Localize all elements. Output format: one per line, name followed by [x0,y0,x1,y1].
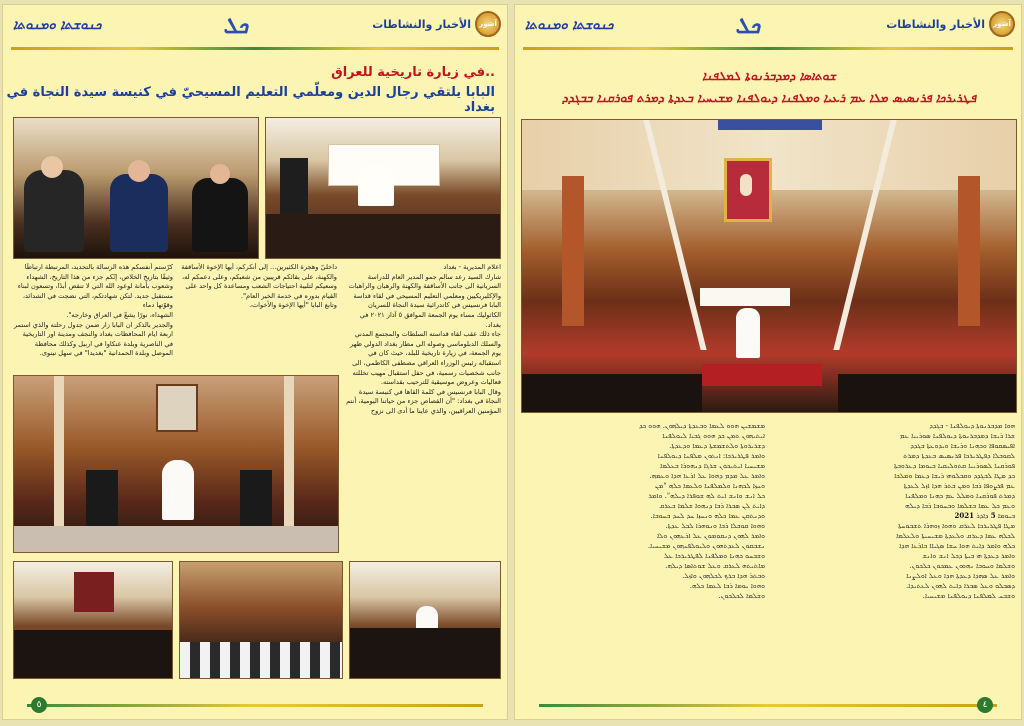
article-column-right: اعلام المديرية - بغداد شارك السيد رعد سالم جمو المدير العام للدراسة السريانية الى جانب الأساقفة والكهنة والرهبان والراهبات والإكليريكيين ومعلمي التعليم المسيحي في لقاء قداسة البابا فرنسيس في كاتدرائية سيدة النجاة للسريان الكاثوليك مساء يوم الجمعة الموافق ٥ آذار ٢٠٢١ في بغداد. جاء ذلك عقب لقاء قداسته السلطات والمجتمع المدني والسلك الدبلوماسي وصوله الى مطار بغداد الدولي ظهر يوم الجمعة، في زيارة تاريخية للبلد، حيث كان في استقباله رئيس الوزراء العراقي مصطفى الكاظمي، الى جانب شخصيات رسمية، في حفل استقبال مهيب تخللته فعاليات وعروض موسيقية للترحيب بقداسته. وقال البابا فرنسيس في كلمة القاها في كنيسة سيدة النجاة في بغداد: "أن القصاص جزء من حياتنا اليومية، أنتم المؤمنين العراقيين، والذي عاينا ما أدى الى نزوح [346,263,501,415]
page-footer [523,697,1013,713]
photo-cathedral-interior [521,119,1017,413]
date-day: 5 [990,511,996,520]
magazine-title: ܟܢܘܫܬܐ ܘܡܢܘܬܐ [525,18,614,33]
photo-clergy-group [13,561,173,679]
magazine-logo: ܟܠ [735,14,761,39]
article-column-middle: داخليّ وهجرة الكثيرين... إلى أنكركم، أيها الإخوة الأساقفة والكهنة، على بقائكم قريبين من شعبكم، وعلى دعمكم له، وسعيكم لتلبية احتياجات الشعب ومساعدة كل واحد على القيام بدوره في خدمة الخير العام". وتابع البابا "أيها الإخوة والأخوات، [181,263,337,310]
photo-officials-seated [13,117,259,259]
subheadline: ܦܛܪܝܪܟܐ ܦܪܢܣܝܣ ܡܠܐ ܥܡ ܪܥܝܐ ܘܡܠܦܢܐ ܕܝܘܠܦܢܐ ܡܫܝܚܝܐ ܒܥܕܬܐ ܕܡܪܬ ܦܘܪܩܢܐ ܒܒܓܕܕ [561,91,977,105]
date-year: 2021 [954,511,974,520]
article-column-left: كرّستم أنفسكم هذه الرسالة بالتحديد، المرتبطة ارتباطًا وثيقًا بتاريخ الخلاص، إنّكم جزء من هذا التاريخ، الشهداء وشعوب بأمانة لوعود الله التي لا تنقض أبدًا، وتسعون لبناء مستقبل جديد. لتكن شهادتكم، التي نضجت في الشدائد، وقوّتها دماء الشهداء، نورًا يشعّ في العراق وخارجه". والجدير بالذكر ان البابا زار ضمن جدول رحلته والذي استمر اربعة ايام المحافظات بغداد والنجف ومدينة اور التاريخية في الناصرية وبلدة عنكاوا في اربيل وكذلك محافظة الموصل وبلدة الحمدانية "بغديدا" في سهل نينوى. [13,263,173,358]
emblem-icon: آشور [989,11,1015,37]
page-header [515,5,1021,53]
headline: في زيارة تاريخية للعراق.. [331,65,495,80]
footer-divider [27,704,483,707]
subheadline: البابا يلتقي رجال الدين ومعلّمي التعليم المسيحيّ في كنيسة سيدة النجاة في بغداد [6,85,495,115]
section-title: الأخبار والنشاطات [372,18,471,31]
magazine-logo: ܟܠ [223,14,249,39]
headline: ܫܘܬܐܣܐ ܕܡܕܒܪܢܘܬܐ ܠܡܠܦܢܐ [702,69,836,83]
page-number: ٥ [31,697,47,713]
left-page [2,4,508,720]
right-page [514,4,1022,720]
photo-congregation [179,561,343,679]
header-divider [523,47,1013,50]
emblem-icon: آشور [475,11,501,37]
footer-divider [539,704,997,707]
page-header [3,5,507,53]
magazine-title: ܟܢܘܫܬܐ ܘܡܢܘܬܐ [13,18,102,33]
photo-pope-at-altar [265,117,501,259]
header-divider [11,47,499,50]
photo-pope-seated-sanctuary [13,375,339,553]
page-footer [11,697,499,713]
syriac-column-right: ܗܘܐ ܡܕܒܪܢܘܬܐ ܕܝܘܠܦܢܐ - ܒܓܕܕ ܫܪܐ ܪܝܫܐ ܕܡܕܒܪܢܘܬܐ ܕܝܘܠܦܢܐ ܣܘܪܝܝܐ ܥܡ ܐܦܝܣܩܘܦܐ ܘܟܗܢܐ ܘܪܝܫܐ ܘܝܕܘܥܬܐ ܒܓܕܕ ܠܩܘܒܠܐ ܕܦܛܪܝܪܟܐ ܦܪܢܣܝܣ ܒܥܕܬܐ ܕܡܪܬ ܦܘܪܩܢܐ ܠܣܘܪܝܝܐ ܩܬܘܠܝܩܝܐ ܒܝܘܡܐ ܕܥܪܘܒܬܐ ܟܕ ܡܛܐ ܠܒܓܕܕ ܘܩܒܠܘܗܝ ܪܝܫܐ ܕܥܡܐ ܘܡܠܟܐ ܥܡ ܦܪܨܘܦܐ ܪܒܐ ܘܡܢ ܒܬܪ ܗܕܐ ܐܙܠ ܠܥܕܬܐ ܕܡܪܬ ܦܘܪܩܢܐ ܘܡܠܠ ܥܡ ܟܗܢܐ ܘܡܠܦܢܐ ܘܥܡ ܟܠ ܥܡܐ ܒܫܠܡܐ ܘܒܚܘܒܐ ܪܒܐ ܕܝܠܗ ܒܝܘܡܐ 5 ܕܐܕܪ 2021 ܡܛܐ ܦܛܪܝܪܟܐ ܠܥܪܩ ܘܗܘܐ ܙܘܗܪܐ ܬܫܒܘܚܬܐ ܠܟܠܗ ܥܡܐ ܕܥܪܩ ܘܠܥܕܬܐ ܡܫܝܚܝܬܐ ܘܠܥܠܡܐ ܟܠܗ ܘܐܡܪ ܕܐܝܬ ܗܘܐ ܚܫܐ ܣܓܝܐܐ ܒܐܪܥܐ ܗܕܐ ܘܐܡܪ ܕܥܕܬܐ ܗܝ ܒܝܬܐ ܕܟܠ ܐܢܫ ܘܐܢܫ ܘܫܠܡܐ ܘܚܘܒܐ ܢܗܘܘܢ ܥܡܟܘܢ ܟܠܟܘܢ. ܘܐܡܪ ܥܠ ܣܗܕܐ ܕܥܕܬܐ ܗܕܐ ܘܥܠ ܐܘܠܨܢܐ ܕܣܒܠܘ ܘܥܠ ܣܒܪܐ ܕܐܝܬ ܠܗܘܢ ܠܥܬܝܕܐ. ܘܫܒܚ ܠܡܠܦܢܐ ܕܝܘܠܦܢܐ ܡܫܝܚܝܐ. [893,422,1015,600]
section-title: الأخبار والنشاطات [886,18,985,31]
page-number: ٤ [977,697,993,713]
photo-pope-with-clergy [349,561,501,679]
syriac-column-left: ܡܫܡܫܝܢ ܗܘܘ ܠܥܡܐ ܘܒܥܕܬܐ ܕܝܠܗܘܢ. ܗܘܘ ܟܕ ܐܝܬܝܗܘܢ ܬܡܢ ܟܕ ܗܘܘ ܓܒܝܐ ܠܝܘܠܦܢܐ ܕܫܪܝܪܘܬܐ ܘܠܬܫܡܫܬܐ ܕܥܡܐ ܘܕܥܕܬܐ. ܘܐܡܪ ܦܛܪܝܪܟܐ: ܐܢܬܘܢ ܡܠܦܢܐ ܕܝܘܠܦܢܐ ܡܫܝܚܝܐ ܐܝܬܝܟܘܢ ܫܪܓܐ ܕܢܗܘܪܐ ܒܥܠܡܐ ܘܐܡܪ ܥܠ ܡܕܡ ܕܗܘܐ ܥܠ ܐܪܥܐ ܗܕܐ ܘܥܡܗ. ܘܚܙܐ ܠܟܗܢܐ ܘܠܡܠܦܢܐ ܘܠܥܡܐ ܟܠܗ "ܡܢ ܟܠ ܐܢܫ ܘܐܢܫ ܐܝܬ ܠܗ ܫܘܦܪܐ ܕܝܠܗ". ܘܐܡܪ ܕܐܝܬ ܠܢ ܣܒܪܐ ܪܒܐ ܕܢܗܘܐ ܫܠܡܐ ܒܥܪܩ ܘܕܢܬܩܢ ܥܡܐ ܟܠܗ ܘܢܚܙܐ ܚܕ ܠܚܕ ܒܚܘܒܐ. ܘܗܘܐ ܩܘܒܠܐ ܪܒܐ ܘܢܘܗܪܐ ܠܟܠ ܥܕܬܐ. ܘܐܡܪ ܠܗܘܢ ܕܢܩܘܡܘܢ ܥܠ ܐܪܥܗܘܢ ܘܠܐ ܢܫܒܩܘܢ ܠܥܕܬܗܘܢ ܘܠܝܘܠܦܢܗܘܢ ܡܫܝܚܝܐ. ܘܫܒܚܘ ܟܗܢܐ ܘܡܠܦܢܐ ܠܦܛܪܝܪܟܐ ܥܠ ܡܐܬܝܬܗ ܠܥܪܩ ܘܥܠ ܫܘܬܐܣܐ ܕܝܠܗ. ܘܒܬܪ ܗܕܐ ܒܪܟ ܠܟܠܗܘܢ ܘܐܙܠ. ܘܗܘܐ ܝܘܡܐ ܪܒܐ ܠܥܡܐ ܟܠܗ. ܘܫܠܡܐ ܠܟܠܟܘܢ. [639,422,765,600]
